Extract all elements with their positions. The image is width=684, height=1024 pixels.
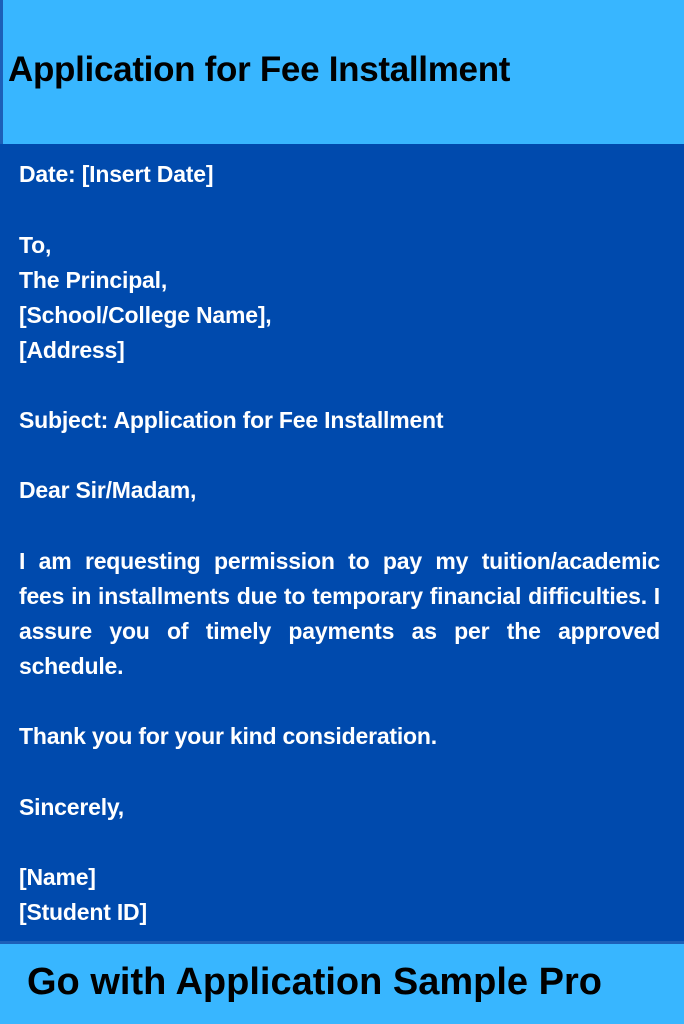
header-banner — [0, 0, 684, 144]
letter-name: [Name] — [19, 864, 96, 890]
letter-address: [Address] — [19, 337, 125, 363]
letter-student-id: [Student ID] — [19, 899, 147, 925]
footer-brand: Go with Application Sample Pro — [27, 961, 602, 1003]
letter-salutation: Dear Sir/Madam, — [19, 477, 197, 503]
letter-recipient: The Principal, — [19, 267, 168, 293]
letter-subject: Subject: Application for Fee Installment — [19, 407, 444, 433]
letter-closing: Sincerely, — [19, 794, 124, 820]
page-title: Application for Fee Installment — [8, 50, 511, 89]
letter-date: Date: [Insert Date] — [19, 161, 214, 187]
letter-paragraph: I am requesting permission to pay my tuition/academic fees in installments due to temporary financial difficulties. I assure you of timely payments as per the approved schedule. — [19, 548, 660, 679]
letter-institution: [School/College Name], — [19, 302, 272, 328]
letter-to: To, — [19, 232, 52, 258]
letter-body — [0, 144, 684, 941]
footer-banner — [0, 941, 684, 1024]
letter-thanks: Thank you for your kind consideration. — [19, 723, 437, 749]
